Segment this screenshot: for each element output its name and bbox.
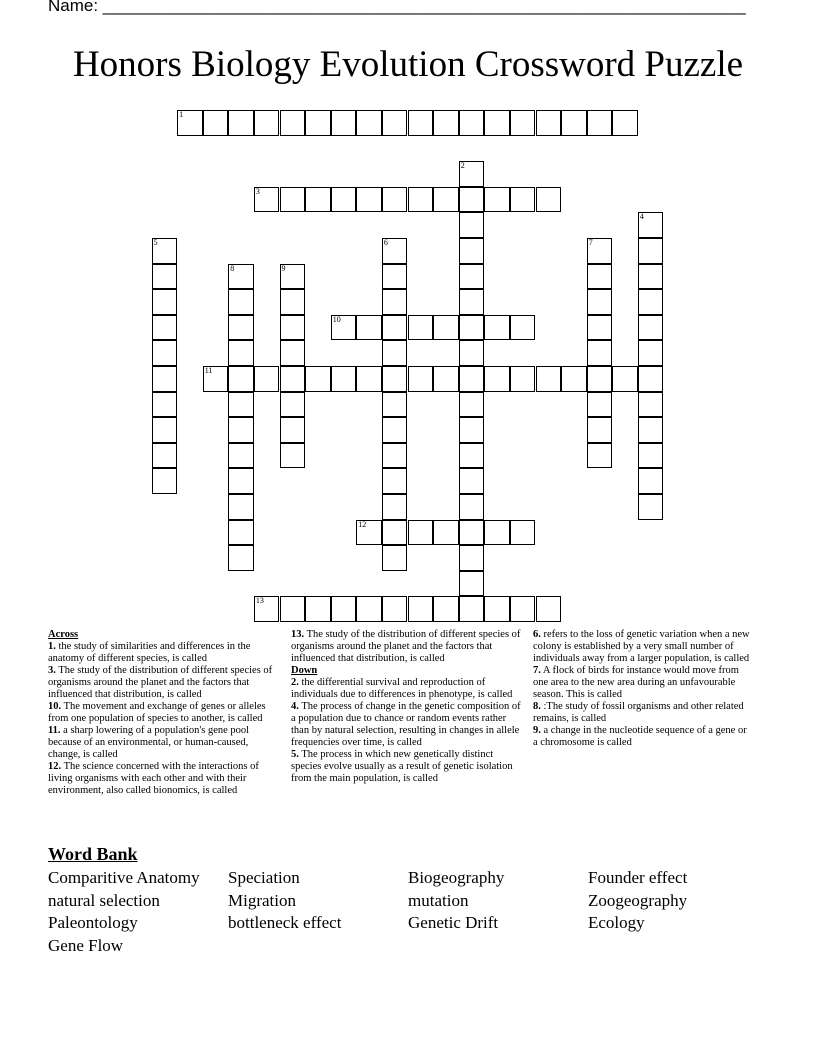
clue-number: 6 <box>383 238 388 247</box>
word-bank-item: Migration <box>228 890 296 910</box>
crossword-cell[interactable] <box>638 212 664 238</box>
crossword-cell[interactable] <box>356 366 382 392</box>
clue-number: 9 <box>281 263 286 273</box>
crossword-cell[interactable] <box>484 596 510 622</box>
crossword-cell[interactable] <box>587 392 613 418</box>
clue-across-3: 3. The study of the distribution of different species of organisms around the planet and the factors that influenced that distribution, is called <box>48 665 273 700</box>
crossword-cell[interactable] <box>152 366 178 392</box>
crossword-cell[interactable] <box>638 417 664 443</box>
crossword-cell[interactable] <box>587 315 613 341</box>
crossword-cell[interactable] <box>356 187 382 213</box>
crossword-cell[interactable] <box>305 187 331 213</box>
crossword-cell[interactable] <box>638 366 664 392</box>
crossword-cell[interactable] <box>459 340 485 366</box>
crossword-cell[interactable] <box>382 468 408 494</box>
clue-number: 11 <box>204 366 213 375</box>
crossword-cell[interactable] <box>280 315 306 341</box>
clue-number: 3 <box>255 186 260 196</box>
crossword-cell[interactable] <box>433 596 459 622</box>
word-bank-item: Paleontology <box>48 913 138 932</box>
crossword-cell[interactable] <box>152 468 178 494</box>
clue-number: 4 <box>639 212 644 222</box>
crossword-cell[interactable] <box>433 315 459 341</box>
crossword-cell[interactable] <box>280 264 306 290</box>
clue-across-1: 1. the study of similarities and differences in the anatomy of different species, is called <box>48 641 251 664</box>
clue-across-11: 11. a sharp lowering of a population's gene pool because of an environmental, or human-caused, change, is called <box>48 725 250 760</box>
crossword-cell[interactable] <box>382 443 408 469</box>
crossword-cell[interactable] <box>587 417 613 443</box>
crossword-cell[interactable] <box>459 392 485 418</box>
crossword-cell[interactable] <box>612 366 638 392</box>
clue-number: 2 <box>460 161 465 171</box>
clue-down-4: 4. The process of change in the genetic composition of a population due to chance or random events rather than by natural selection, resulting in changes in allele frequencies over time, is called <box>291 701 521 748</box>
crossword-cell[interactable] <box>228 520 254 546</box>
crossword-cell[interactable] <box>382 238 408 264</box>
word-bank-item: bottleneck effect <box>228 913 342 932</box>
crossword-cell[interactable] <box>152 289 178 315</box>
clue-down-9: 9. a change in the nucleotide sequence of a gene or a chromosome is called <box>533 725 747 748</box>
crossword-cell[interactable] <box>280 417 306 443</box>
crossword-cell[interactable] <box>280 443 306 469</box>
crossword-cell[interactable] <box>228 545 254 571</box>
crossword-cell[interactable] <box>382 187 408 213</box>
crossword-cell[interactable] <box>382 289 408 315</box>
word-bank-title: Word Bank <box>48 844 138 864</box>
crossword-cell[interactable] <box>382 340 408 366</box>
crossword-cell[interactable] <box>561 110 587 136</box>
word-bank-item: mutation <box>408 890 469 910</box>
crossword-cell[interactable] <box>536 187 562 213</box>
crossword-cell[interactable] <box>459 110 485 136</box>
name-line: Name: ____________________________________________________________________ <box>48 0 746 15</box>
clue-across-10: 10. The movement and exchange of genes or alleles from one population of species to another, is called <box>48 701 266 724</box>
crossword-cell[interactable] <box>587 443 613 469</box>
crossword-cell[interactable] <box>484 110 510 136</box>
crossword-cell[interactable] <box>484 520 510 546</box>
crossword-cell[interactable] <box>484 315 510 341</box>
crossword-cell[interactable] <box>228 392 254 418</box>
crossword-cell[interactable] <box>638 315 664 341</box>
clue-number: 12 <box>358 519 367 529</box>
clues-column-1 <box>48 629 278 797</box>
crossword-cell[interactable] <box>152 443 178 469</box>
clue-down-5: 5. The process in which new genetically distinct species evolve usually as a result of genetic isolation from the main population, is called <box>291 749 513 784</box>
word-bank-item: Ecology <box>588 913 645 932</box>
crossword-cell[interactable] <box>587 340 613 366</box>
word-bank-item: Genetic Drift <box>408 913 499 932</box>
crossword-cell[interactable] <box>408 366 434 392</box>
crossword-cell[interactable] <box>331 366 357 392</box>
crossword-cell[interactable] <box>638 238 664 264</box>
crossword-cell[interactable] <box>638 468 664 494</box>
crossword-cell[interactable] <box>459 289 485 315</box>
crossword-cell[interactable] <box>228 443 254 469</box>
crossword-cell[interactable] <box>382 520 408 546</box>
crossword-cell[interactable] <box>536 110 562 136</box>
crossword-cell[interactable] <box>408 315 434 341</box>
crossword-cell[interactable] <box>280 187 306 213</box>
crossword-cell[interactable] <box>459 238 485 264</box>
crossword-cell[interactable] <box>459 596 485 622</box>
word-bank-item: Gene Flow <box>48 935 124 955</box>
word-bank-item: Comparitive Anatomy <box>48 868 200 887</box>
crossword-cell[interactable] <box>459 468 485 494</box>
crossword-cell[interactable] <box>408 110 434 136</box>
crossword-cell[interactable] <box>382 417 408 443</box>
crossword-cell[interactable] <box>356 110 382 136</box>
crossword-cell[interactable] <box>331 596 357 622</box>
crossword-cell[interactable] <box>536 366 562 392</box>
crossword-cell[interactable] <box>587 366 613 392</box>
crossword-cell[interactable] <box>382 110 408 136</box>
crossword-cell[interactable] <box>638 264 664 290</box>
crossword-cell[interactable] <box>382 545 408 571</box>
clue-number: 13 <box>255 596 264 606</box>
crossword-cell[interactable] <box>152 392 178 418</box>
crossword-cell[interactable] <box>382 494 408 520</box>
crossword-cell[interactable] <box>228 289 254 315</box>
word-bank-item: natural selection <box>48 890 160 910</box>
crossword-cell[interactable] <box>382 315 408 341</box>
crossword-cell[interactable] <box>331 187 357 213</box>
crossword-cell[interactable] <box>152 238 178 264</box>
crossword-cell[interactable] <box>587 110 613 136</box>
clue-number: 7 <box>588 238 593 247</box>
clue-down-8: 8. :The study of fossil organisms and other related remains, is called <box>533 701 744 724</box>
crossword-cell[interactable] <box>305 110 331 136</box>
crossword-cell[interactable] <box>638 289 664 315</box>
crossword-cell[interactable] <box>433 366 459 392</box>
crossword-cell[interactable] <box>152 315 178 341</box>
across-heading: Across <box>48 629 79 640</box>
crossword-cell[interactable] <box>459 264 485 290</box>
crossword-cell[interactable] <box>459 545 485 571</box>
crossword-cell[interactable] <box>254 187 280 213</box>
crossword-cell[interactable] <box>331 315 357 341</box>
crossword-cell[interactable] <box>228 110 254 136</box>
clue-number: 5 <box>153 238 158 247</box>
crossword-cell[interactable] <box>484 187 510 213</box>
crossword-cell[interactable] <box>228 264 254 290</box>
crossword-cell[interactable] <box>254 366 280 392</box>
clue-down-7: 7. A flock of birds for instance would move from one area to the new area during an unfavourable season. This is called <box>533 665 739 700</box>
crossword-cell[interactable] <box>510 110 536 136</box>
crossword-cell[interactable] <box>561 366 587 392</box>
clue-number: 1 <box>179 110 184 119</box>
crossword-cell[interactable] <box>510 366 536 392</box>
crossword-cell[interactable] <box>152 264 178 290</box>
crossword-cell[interactable] <box>356 596 382 622</box>
crossword-cell[interactable] <box>228 494 254 520</box>
word-bank-item: Zoogeography <box>588 890 688 910</box>
crossword-cell[interactable] <box>280 110 306 136</box>
crossword-cell[interactable] <box>459 161 485 187</box>
crossword-cell[interactable] <box>408 520 434 546</box>
clue-number: 8 <box>230 263 235 273</box>
crossword-cell[interactable] <box>638 443 664 469</box>
crossword-cell[interactable] <box>536 596 562 622</box>
crossword-cell[interactable] <box>331 110 357 136</box>
crossword-cell[interactable] <box>280 289 306 315</box>
crossword-cell[interactable] <box>408 596 434 622</box>
crossword-cell[interactable] <box>459 443 485 469</box>
crossword-cell[interactable] <box>228 315 254 341</box>
crossword-cell[interactable] <box>433 110 459 136</box>
word-bank-item: Speciation <box>228 868 300 887</box>
crossword-cell[interactable] <box>510 520 536 546</box>
crossword-cell[interactable] <box>638 392 664 418</box>
word-bank-item: Biogeography <box>408 868 505 887</box>
crossword-cell[interactable] <box>510 596 536 622</box>
page-title: Honors Biology Evolution Crossword Puzzle <box>72 44 744 85</box>
crossword-cell[interactable] <box>459 366 485 392</box>
clues-column-3 <box>533 629 751 749</box>
clue-across-13: 13. The study of the distribution of different species of organisms around the planet and the factors that influenced that distribution, is called <box>291 629 521 664</box>
crossword-cell[interactable] <box>382 366 408 392</box>
word-bank-item: Founder effect <box>588 868 688 887</box>
crossword-cell[interactable] <box>356 315 382 341</box>
crossword-cell[interactable] <box>152 340 178 366</box>
word-bank <box>48 868 788 956</box>
crossword-cell[interactable] <box>280 366 306 392</box>
crossword-cell[interactable] <box>203 110 229 136</box>
crossword-cell[interactable] <box>152 417 178 443</box>
crossword-cell[interactable] <box>305 596 331 622</box>
crossword-cell[interactable] <box>254 110 280 136</box>
crossword-cell[interactable] <box>459 571 485 597</box>
crossword-cell[interactable] <box>382 596 408 622</box>
crossword-cell[interactable] <box>638 494 664 520</box>
crossword-cell[interactable] <box>382 392 408 418</box>
crossword-cell[interactable] <box>459 520 485 546</box>
down-heading: Down <box>291 665 318 676</box>
clues-column-2 <box>291 629 522 785</box>
crossword-cell[interactable] <box>433 520 459 546</box>
crossword-cell[interactable] <box>459 212 485 238</box>
crossword-cell[interactable] <box>459 315 485 341</box>
crossword-cell[interactable] <box>587 289 613 315</box>
crossword-cell[interactable] <box>280 596 306 622</box>
crossword-cell[interactable] <box>228 468 254 494</box>
crossword-cell[interactable] <box>305 366 331 392</box>
crossword-cell[interactable] <box>638 340 664 366</box>
crossword-cell[interactable] <box>459 187 485 213</box>
crossword-cell[interactable] <box>356 520 382 546</box>
crossword-cell[interactable] <box>280 392 306 418</box>
crossword-cell[interactable] <box>587 238 613 264</box>
clue-down-6: 6. refers to the loss of genetic variation when a new colony is established by a very small number of individuals away from a larger population, is called <box>533 629 750 664</box>
crossword-cell[interactable] <box>177 110 203 136</box>
crossword-cell[interactable] <box>459 417 485 443</box>
clue-number: 10 <box>332 314 341 324</box>
crossword-cell[interactable] <box>254 596 280 622</box>
crossword-cell[interactable] <box>433 187 459 213</box>
crossword-cell[interactable] <box>280 340 306 366</box>
clue-across-12: 12. The science concerned with the interactions of living organisms with each other and with their environment, also called bionomics, is called <box>48 761 259 796</box>
crossword-cell[interactable] <box>459 494 485 520</box>
crossword-cell[interactable] <box>587 264 613 290</box>
crossword-cell[interactable] <box>510 315 536 341</box>
crossword-cell[interactable] <box>228 417 254 443</box>
crossword-cell[interactable] <box>382 264 408 290</box>
clue-down-2: 2. the differential survival and reproduction of individuals due to differences in phenotype, is called <box>291 677 513 700</box>
crossword-cell[interactable] <box>510 187 536 213</box>
crossword-cell[interactable] <box>203 366 229 392</box>
crossword-cell[interactable] <box>408 187 434 213</box>
crossword-cell[interactable] <box>228 340 254 366</box>
crossword-cell[interactable] <box>612 110 638 136</box>
crossword-cell[interactable] <box>228 366 254 392</box>
crossword-cell[interactable] <box>484 366 510 392</box>
